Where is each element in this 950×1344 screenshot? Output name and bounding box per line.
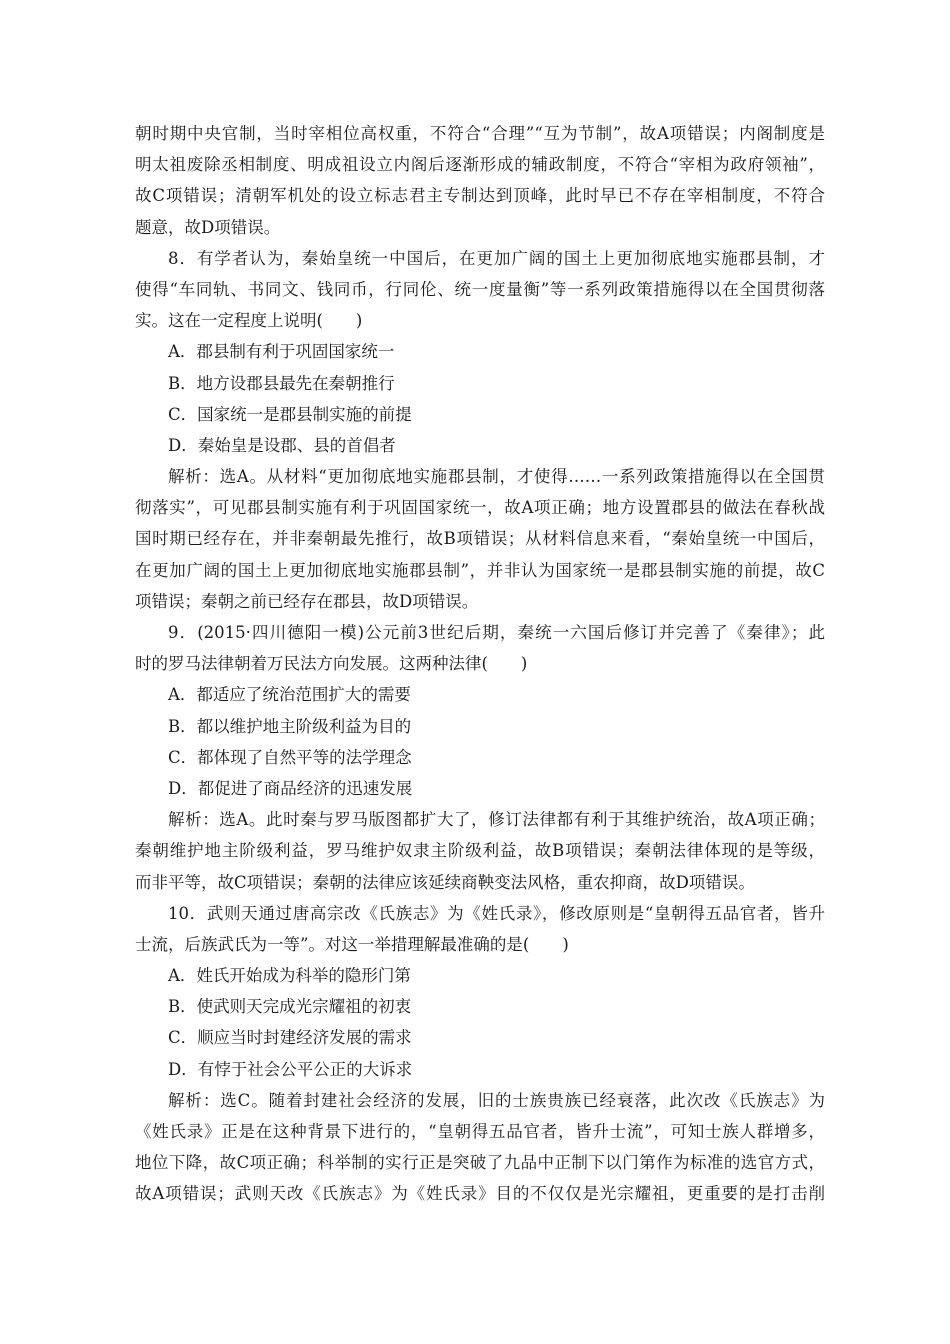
question-10-option-c: C．顺应当时封建经济发展的需求 [168,1028,412,1048]
question-8-analysis: 解析：选A。从材料“更加彻底地实施郡县制，才使得……一系列政策措施得以在全国贯 [168,467,825,487]
question-10-stem: 士流，后族武氏为一等”。对这一举措理解最准确的是( ) [135,934,569,954]
question-9-stem: 9．(2015·四川德阳一模)公元前3世纪后期，秦统一六国后修订并完善了《秦律》；此 [168,623,825,642]
question-8-option-a: A．郡县制有利于巩固国家统一 [168,342,395,362]
question-9-analysis: 秦朝维护地主阶级利益，罗马维护奴隶主阶级利益，故B项错误；秦朝法律体现的是等级， [135,841,825,861]
question-9-analysis: 解析：选A。此时秦与罗马版图都扩大了，修订法律都有利于其维护统治，故A项正确； [168,810,825,830]
paragraph-line: 题意，故D项错误。 [135,217,281,237]
question-8-analysis: 在更加广阔的国土上更加彻底地实施郡县制”，并非认为国家统一是郡县制实施的前提，故C [135,560,825,580]
question-8-option-c: C．国家统一是郡县制实施的前提 [168,404,412,424]
question-9-option-c: C．都体现了自然平等的法学理念 [168,747,412,767]
question-9-option-d: D．都促进了商品经济的迅速发展 [168,778,413,798]
question-10-stem: 10．武则天通过唐高宗改《氏族志》为《姓氏录》，修改原则是“皇朝得五品官者，皆升 [168,903,825,923]
question-8-stem: 8．有学者认为，秦始皇统一中国后，在更加广阔的国土上更加彻底地实施郡县制，才 [168,248,825,268]
question-10-analysis: 解析：选C。随着封建社会经济的发展，旧的士族贵族已经衰落，此次改《氏族志》为 [168,1090,825,1110]
paragraph-line: 故C项错误；清朝军机处的设立标志君主专制达到顶峰，此时早已不存在宰相制度，不符合 [135,186,825,206]
question-9-option-b: B．都以维护地主阶级利益为目的 [168,716,412,736]
question-8-analysis: 国时期已经存在，并非秦朝最先推行，故B项错误；从材料信息来看，“秦始皇统一中国后， [135,529,825,549]
paragraph-line: 明太祖废除丞相制度、明成祖设立内阁后逐渐形成的辅政制度，不符合“宰相为政府领袖”， [135,155,825,175]
question-8-option-b: B．地方设郡县最先在秦朝推行 [168,373,395,393]
paragraph-line: 朝时期中央官制，当时宰相位高权重，不符合“合理”“互为节制”，故A项错误；内阁制度是 [135,124,825,143]
question-9-option-a: A．都适应了统治范围扩大的需要 [168,685,411,705]
question-10-option-a: A．姓氏开始成为科举的隐形门第 [168,966,411,986]
question-8-stem: 使得“车同轨、书同文、钱同币，行同伦、统一度量衡”等一系列政策措施得以在全国贯彻落 [135,279,825,299]
question-9-analysis: 而非平等，故C项错误；秦朝的法律应该延续商鞅变法风格，重农抑商，故D项错误。 [135,872,755,892]
question-9-stem: 时的罗马法律朝着万民法方向发展。这两种法律( ) [135,654,528,674]
question-8-stem: 实。这在一定程度上说明( ) [135,311,363,331]
document-page [135,118,825,1210]
question-10-analysis: 地位下降，故C项正确；科举制的实行正是突破了九品中正制下以门第作为标准的选官方式， [135,1153,825,1173]
question-10-analysis: 《姓氏录》正是在这种背景下进行的，“皇朝得五品官者，皆升士流”，可知士族人群增多， [135,1122,825,1141]
question-10-analysis: 故A项错误；武则天改《氏族志》为《姓氏录》目的不仅仅是光宗耀祖，更重要的是打击削 [135,1184,825,1204]
question-10-option-b: B．使武则天完成光宗耀祖的初衷 [168,997,412,1017]
question-8-option-d: D．秦始皇是设郡、县的首倡者 [168,435,396,455]
question-8-analysis: 彻落实”，可见郡县制实施有利于巩固国家统一，故A项正确；地方设置郡县的做法在春秋战 [135,498,825,518]
question-10-option-d: D．有悖于社会公平公正的大诉求 [168,1059,413,1079]
question-8-analysis: 项错误；秦朝之前已经存在郡县，故D项错误。 [135,591,479,611]
